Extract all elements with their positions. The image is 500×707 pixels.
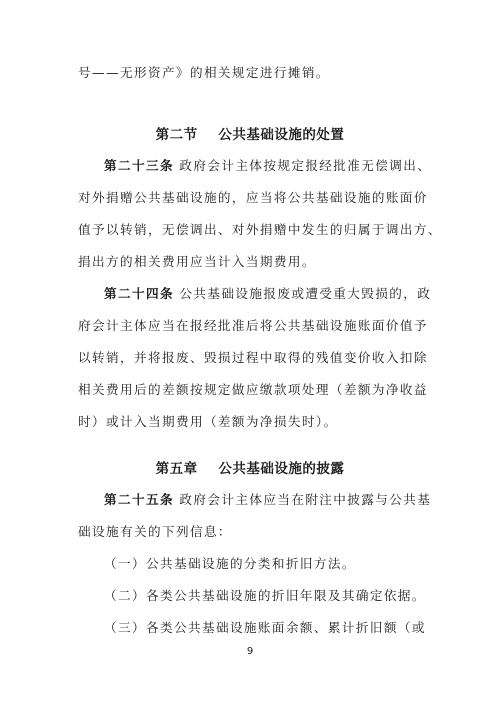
article-text: 政府会计主体按规定报经批准无偿调出、 [179,158,432,173]
text-line: 捐出方的相关费用应当计入当期费用。 [78,254,316,269]
article-25-line [104,492,431,508]
article-text: 政府会计主体应当在附注中披露与公共基 [179,492,432,507]
article-label: 第二十三条 [104,158,174,173]
text-line: 以转销，并将报废、毁损过程中取得的残值变价收入扣除 [78,350,428,365]
list-item: （一）公共基础设施的分类和折旧方法。 [104,556,356,571]
page-number: 9 [246,646,254,657]
text-line: 时）或计入当期费用（差额为净损失时）。 [78,414,338,429]
text-line: 对外捐赠公共基础设施的，应当将公共基础设施的账面价 [78,190,428,205]
text-line: 号——无形资产》的相关规定进行摊销。 [78,65,330,80]
section-heading: 第二节 公共基础设施的处置 [155,127,345,143]
article-text: 公共基础设施报废或遭受重大毁损的，政 [179,286,432,301]
article-24-line [104,286,431,302]
text-line: 值予以转销，无偿调出、对外捐赠中发生的归属于调出方、 [78,222,442,237]
text-line: 相关费用后的差额按规定做应缴款项处理（差额为净收益 [78,382,428,397]
chapter-heading: 第五章 公共基础设施的披露 [155,461,345,477]
text-line: 础设施有关的下列信息： [78,524,232,539]
article-label: 第二十五条 [104,492,174,507]
article-23-line [104,158,431,174]
text-line: 府会计主体应当在报经批准后将公共基础设施账面价值予 [78,318,428,333]
list-item: （二）各类公共基础设施的折旧年限及其确定依据。 [104,588,426,603]
list-item: （三）各类公共基础设施账面余额、累计折旧额（或 [104,620,426,635]
article-label: 第二十四条 [104,286,174,301]
